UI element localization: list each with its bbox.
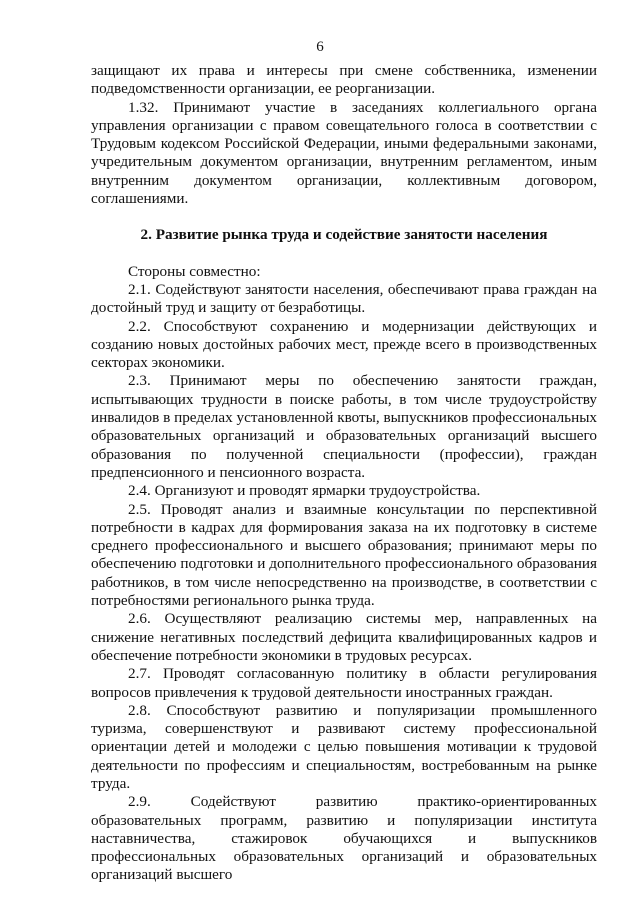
paragraph-2-9: 2.9. Содействуют развитию практико-ориентированных образовательных программ, развитию и популяризации института наставничества, стажировок обучающихся и выпускников профессиональных образовательных организаций и образовательных организаций высшего bbox=[91, 793, 597, 884]
paragraph-2-4: 2.4. Организуют и проводят ярмарки трудоустройства. bbox=[128, 482, 481, 500]
paragraph-2-1: 2.1. Содействуют занятости населения, обеспечивают права граждан на достойный труд и защиту от безработицы. bbox=[91, 280, 597, 317]
paragraph-2-3: 2.3. Принимают меры по обеспечению занятости граждан, испытывающих трудности в поиске работы, в том числе трудоустройству инвалидов в пределах установленной квоты, выпускников профессиональных образовательных организаций и образовательных организаций высшего образования по полученной специальности (профессии), граждан предпенсионного и пенсионного возраста. bbox=[91, 372, 598, 481]
paragraph-1-32: 1.32. Принимают участие в заседаниях коллегиального органа управления организации с правом совещательного голоса в соответствии с Трудовым кодексом Российской Федерации, иными федеральными законами, учредительным документом организации, внутренним регламентом, иным внутренним документом организации, коллективным договором, соглашениями. bbox=[91, 98, 597, 208]
paragraph-2-7: 2.7. Проводят согласованную политику в области регулирования вопросов привлечения к трудовой деятельности иностранных граждан. bbox=[91, 665, 597, 701]
continuation-paragraph: защищают их права и интересы при смене собственника, изменении подведомственности организации, ее реорганизации. bbox=[91, 62, 597, 98]
section-heading: 2. Развитие рынка труда и содействие занятости населения bbox=[140, 226, 548, 244]
page-number: 6 bbox=[316, 39, 324, 55]
document-body bbox=[91, 62, 597, 885]
paragraph-2-6: 2.6. Осуществляют реализацию системы мер, направленных на снижение негативных последствий дефицита квалифицированных кадров и обеспечение потребности экономики в трудовых ресурсах. bbox=[91, 610, 597, 664]
paragraph-2-5: 2.5. Проводят анализ и взаимные консультации по перспективной потребности в кадрах для формирования заказа на их подготовку в системе среднего профессионального и высшего образования; принимают меры по обеспечению подготовки и дополнительного профессионального образования работников, в том числе непосредственно на производстве, в соответствии с потребностями регионального рынка труда. bbox=[91, 500, 597, 610]
paragraph-2-8: 2.8. Способствуют развитию и популяризации промышленного туризма, совершенствуют и развивают систему профессиональной ориентации детей и молодежи с целью повышения мотивации к трудовой деятельности по профессиям и специальностям, востребованным на рынке труда. bbox=[91, 701, 597, 792]
paragraph-2-2: 2.2. Способствуют сохранению и модернизации действующих и созданию новых достойных рабочих мест, прежде всего в производственных секторах экономики. bbox=[91, 317, 597, 372]
section-lead: Стороны совместно: bbox=[128, 262, 261, 280]
